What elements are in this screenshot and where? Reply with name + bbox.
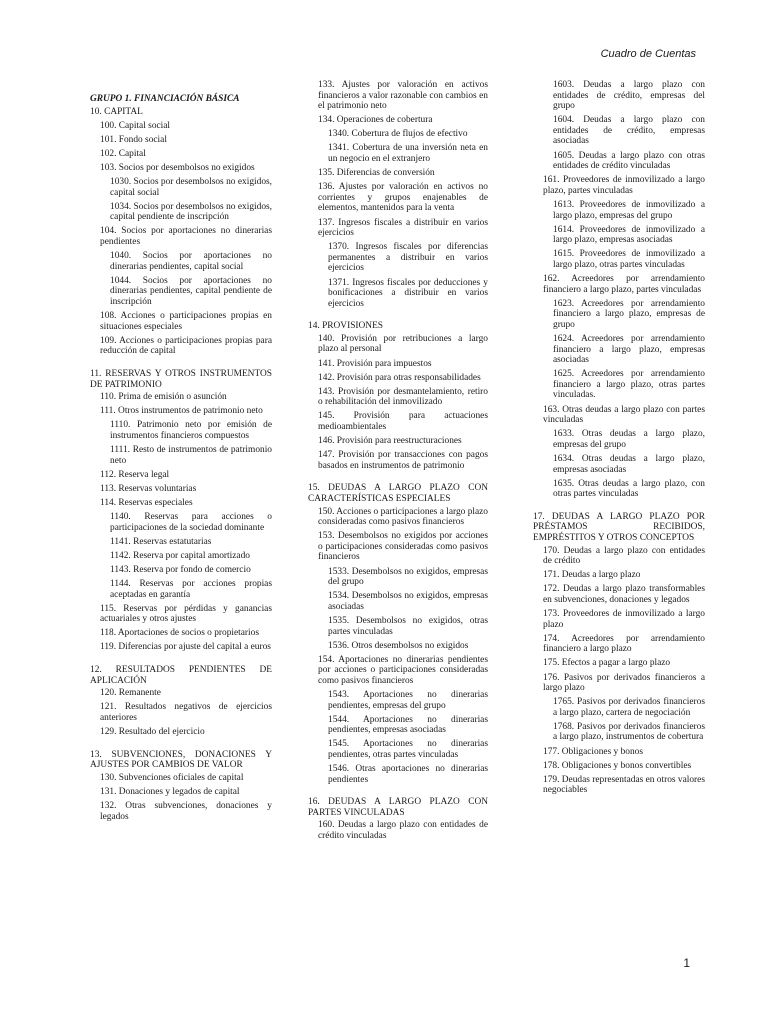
account-entry: 121. Resultados negativos de ejercicios anteriores	[100, 702, 272, 723]
subaccount-entry: 1624. Acreedores por arrendamiento financiero a largo plazo, empresas asociadas	[553, 333, 705, 366]
account-entry: 136. Ajustes por valoración en activos no corrientes y grupos enajenables de elementos, mantenidos para la venta	[318, 182, 488, 214]
subaccount-entry: 1111. Resto de instrumentos de patrimonio neto	[110, 445, 272, 466]
section-heading: 16. DEUDAS A LARGO PLAZO CON PARTES VINCULADAS	[308, 797, 488, 818]
account-entry: 118. Aportaciones de socios o propietarios	[100, 628, 259, 639]
subaccount-entry: 1535. Desembolsos no exigidos, otras partes vinculadas	[328, 615, 488, 637]
account-entry: 114. Reservas especiales	[100, 497, 193, 508]
account-entry: 146. Provisión para reestructuraciones	[318, 436, 462, 447]
account-entry: 119. Diferencias por ajuste del capital a euros	[100, 642, 271, 653]
account-entry: 101. Fondo social	[100, 134, 167, 145]
section-heading: 14. PROVISIONES	[308, 321, 384, 332]
account-entry: 179. Deudas representadas en otros valores negociables	[543, 774, 705, 796]
subaccount-entry: 1143. Reserva por fondo de comercio	[110, 564, 251, 575]
account-entry: 111. Otros instrumentos de patrimonio neto	[100, 406, 263, 417]
section-heading: 17. DEUDAS A LARGO PLAZO POR PRÉSTAMOS RECIBIDOS, EMPRÉSTITOS Y OTROS CONCEPTOS	[533, 511, 705, 543]
column-3	[533, 80, 705, 799]
section-heading: 12. RESULTADOS PENDIENTES DE APLICACIÓN	[90, 665, 272, 686]
account-entry: 172. Deudas a largo plazo transformables en subvenciones, donaciones y legados	[543, 584, 705, 605]
group-heading: GRUPO 1. FINANCIACIÓN BÁSICA	[90, 94, 240, 104]
subaccount-entry: 1371. Ingresos fiscales por deducciones y bonificaciones a distribuir en varios ejercicios	[328, 277, 488, 309]
account-entry: 108. Acciones o participaciones propias en situaciones especiales	[100, 311, 272, 332]
subaccount-entry: 1623. Acreedores por arrendamiento financiero a largo plazo, empresas de grupo	[553, 298, 705, 330]
subaccount-entry: 1625. Acreedores por arrendamiento financiero a largo plazo, otras partes vinculadas.	[553, 369, 705, 401]
account-entry: 141. Provisión para impuestos	[318, 358, 432, 369]
account-entry: 174. Acreedores por arrendamiento financiero a largo plazo	[543, 633, 705, 655]
account-entry: 104. Socios por aportaciones no dinerarias pendientes	[100, 226, 272, 248]
account-entry: 177. Obligaciones y bonos	[543, 746, 643, 757]
subaccount-entry: 1604. Deudas a largo plazo con entidades de crédito, empresas asociadas	[553, 115, 705, 147]
account-entry: 129. Resultado del ejercicio	[100, 727, 205, 737]
section-heading: 13. SUBVENCIONES, DONACIONES Y AJUSTES POR CAMBIOS DE VALOR	[90, 749, 272, 771]
subaccount-entry: 1768. Pasivos por derivados financieros a largo plazo, instrumentos de cobertura	[553, 721, 705, 743]
subaccount-entry: 1034. Socios por desembolsos no exigidos, capital pendiente de inscripción	[110, 201, 272, 223]
account-entry: 147. Provisión por transacciones con pagos basados en instrumentos de patrimonio	[318, 450, 488, 471]
account-entry: 170. Deudas a largo plazo con entidades de crédito	[543, 545, 705, 567]
account-entry: 143. Provisión por desmantelamiento, retiro o rehabilitación del inmovilizado	[318, 386, 488, 408]
subaccount-entry: 1534. Desembolsos no exigidos, empresas asociadas	[328, 591, 488, 612]
subaccount-entry: 1110. Patrimonio neto por emisión de instrumentos financieros compuestos	[110, 420, 272, 441]
account-entry: 115. Reservas por pérdidas y ganancias actuariales y otros ajustes	[100, 603, 272, 625]
account-entry: 137. Ingresos fiscales a distribuir en varios ejercicios	[318, 217, 488, 239]
column-2	[308, 80, 488, 845]
subaccount-entry: 1613. Proveedores de inmovilizado a largo plazo, empresas del grupo	[553, 199, 705, 221]
account-entry: 130. Subvenciones oficiales de capital	[100, 772, 244, 783]
account-entry: 175. Efectos a pagar a largo plazo	[543, 658, 671, 669]
subaccount-entry: 1044. Socios por aportaciones no dinerarias pendientes, capital pendiente de inscripción	[110, 275, 272, 307]
subaccount-entry: 1635. Otras deudas a largo plazo, con otras partes vinculadas	[553, 478, 705, 500]
account-entry: 134. Operaciones de cobertura	[318, 115, 433, 126]
page-number: 1	[683, 956, 690, 970]
section-heading: 11. RESERVAS Y OTROS INSTRUMENTOS DE PATRIMONIO	[90, 368, 272, 390]
account-entry: 154. Aportaciones no dinerarias pendientes por acciones o participaciones consideradas como pasivos financieros	[318, 654, 488, 686]
account-entry: 160. Deudas a largo plazo con entidades de crédito vinculadas	[318, 820, 488, 842]
account-entry: 150. Acciones o participaciones a largo plazo consideradas como pasivos financieros	[318, 506, 488, 528]
section-heading: 10. CAPITAL	[90, 106, 143, 117]
account-entry: 161. Proveedores de inmovilizado a largo plazo, partes vinculadas	[543, 175, 705, 196]
account-entry: 132. Otras subvenciones, donaciones y legados	[100, 800, 272, 822]
account-entry: 131. Donaciones y legados de capital	[100, 786, 240, 797]
page-header-title: Cuadro de Cuentas	[600, 48, 696, 60]
subaccount-entry: 1614. Proveedores de inmovilizado a largo plazo, empresas asociadas	[553, 224, 705, 246]
subaccount-entry: 1615. Proveedores de inmovilizado a largo plazo, otras partes vinculadas	[553, 249, 705, 270]
account-entry: 135. Diferencias de conversión	[318, 168, 435, 179]
subaccount-entry: 1144. Reservas por acciones propias aceptadas en garantía	[110, 578, 272, 600]
account-entry: 102. Capital	[100, 148, 146, 159]
account-entry: 163. Otras deudas a largo plazo con partes vinculadas	[543, 404, 705, 426]
subaccount-entry: 1536. Otros desembolsos no exigidos	[328, 640, 469, 651]
subaccount-entry: 1634. Otras deudas a largo plazo, empresas asociadas	[553, 453, 705, 475]
subaccount-entry: 1765. Pasivos por derivados financieros a largo plazo, cartera de negociación	[553, 697, 705, 718]
subaccount-entry: 1030. Socios por desembolsos no exigidos, capital social	[110, 177, 272, 198]
subaccount-entry: 1633. Otras deudas a largo plazo, empresas del grupo	[553, 429, 705, 450]
subaccount-entry: 1340. Cobertura de flujos de efectivo	[328, 129, 468, 140]
subaccount-entry: 1141. Reservas estatutarias	[110, 536, 212, 547]
account-entry: 110. Prima de emisión o asunción	[100, 392, 227, 403]
subaccount-entry: 1140. Reservas para acciones o participaciones de la sociedad dominante	[110, 512, 272, 533]
subaccount-entry: 1341. Cobertura de una inversión neta en un negocio en el extranjero	[328, 143, 488, 165]
account-entry: 109. Acciones o participaciones propias para reducción de capital	[100, 335, 272, 357]
account-entry: 145. Provisión para actuaciones medioambientales	[318, 411, 488, 433]
account-entry: 100. Capital social	[100, 120, 171, 131]
account-entry: 133. Ajustes por valoración en activos financieros a valor razonable con cambios en el patrimonio neto	[318, 80, 488, 112]
column-1	[90, 80, 272, 826]
account-entry: 142. Provisión para otras responsabilidades	[318, 372, 481, 383]
subaccount-entry: 1603. Deudas a largo plazo con entidades de crédito, empresas del grupo	[553, 80, 705, 112]
account-entry: 176. Pasivos por derivados financieros a largo plazo	[543, 672, 705, 694]
account-entry: 103. Socios por desembolsos no exigidos	[100, 162, 255, 173]
subaccount-entry: 1544. Aportaciones no dinerarias pendientes, empresas asociadas	[328, 714, 488, 736]
subaccount-entry: 1605. Deudas a largo plazo con otras entidades de crédito vinculadas	[553, 150, 705, 172]
account-entry: 162. Acreedores por arrendamiento financiero a largo plazo, partes vinculadas	[543, 274, 705, 295]
subaccount-entry: 1040. Socios por aportaciones no dinerarias pendientes, capital social	[110, 251, 272, 272]
account-entry: 113. Reservas voluntarias	[100, 483, 197, 494]
subaccount-entry: 1370. Ingresos fiscales por diferencias permanentes a distribuir en varios ejercicios	[328, 242, 488, 274]
account-entry: 153. Desembolsos no exigidos por acciones o participaciones consideradas como pasivos financieros	[318, 531, 488, 563]
account-entry: 120. Remanente	[100, 688, 161, 699]
account-entry: 178. Obligaciones y bonos convertibles	[543, 760, 692, 771]
section-heading: 15. DEUDAS A LARGO PLAZO CON CARACTERÍSTICAS ESPECIALES	[308, 483, 488, 504]
subaccount-entry: 1142. Reserva por capital amortizado	[110, 550, 250, 561]
account-entry: 140. Provisión por retribuciones a largo plazo al personal	[318, 333, 488, 355]
subaccount-entry: 1543. Aportaciones no dinerarias pendientes, empresas del grupo	[328, 690, 488, 711]
subaccount-entry: 1533. Desembolsos no exigidos, empresas del grupo	[328, 566, 488, 588]
account-entry: 173. Proveedores de inmovilizado a largo plazo	[543, 609, 705, 630]
subaccount-entry: 1546. Otras aportaciones no dinerarias pendientes	[328, 764, 488, 785]
subaccount-entry: 1545. Aportaciones no dinerarias pendientes, otras partes vinculadas	[328, 739, 488, 760]
account-entry: 171. Deudas a largo plazo	[543, 570, 641, 581]
account-entry: 112. Reserva legal	[100, 469, 170, 480]
